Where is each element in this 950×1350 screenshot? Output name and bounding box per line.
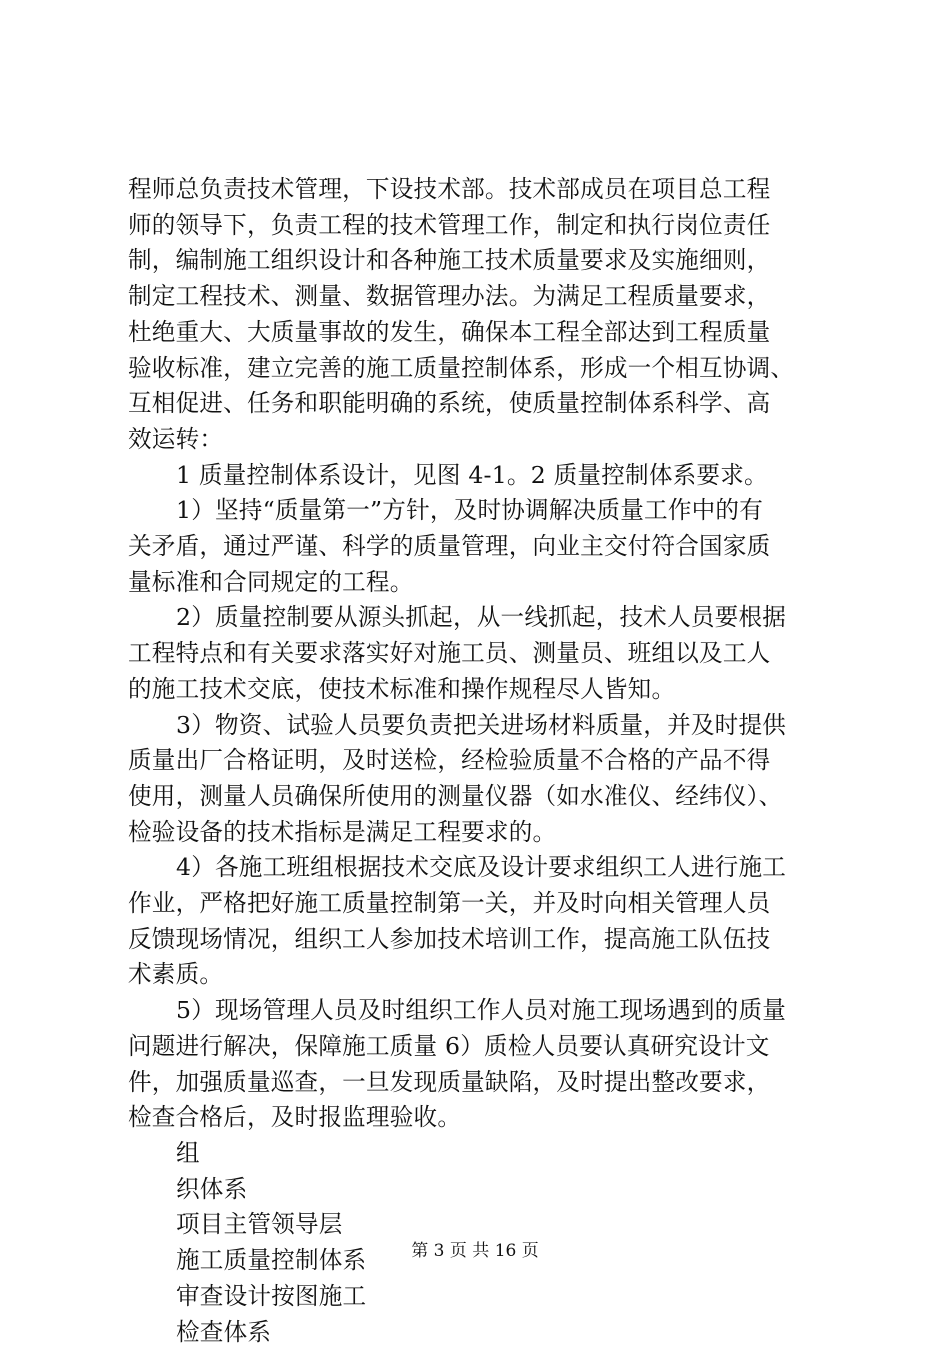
text-line: 互相促进、任务和职能明确的系统，使质量控制体系科学、高 xyxy=(128,386,842,422)
text-line: 关矛盾，通过严谨、科学的质量管理，向业主交付符合国家质 xyxy=(128,529,842,565)
text-line: 杜绝重大、大质量事故的发生，确保本工程全部达到工程质量 xyxy=(128,315,842,351)
text-line: 制定工程技术、测量、数据管理办法。为满足工程质量要求， xyxy=(128,279,842,315)
text-line: 件，加强质量巡查，一旦发现质量缺陷，及时提出整改要求， xyxy=(128,1065,842,1101)
text-line: 4）各施工班组根据技术交底及设计要求组织工人进行施工 xyxy=(128,850,842,886)
text-line: 师的领导下，负责工程的技术管理工作，制定和执行岗位责任 xyxy=(128,208,842,244)
text-line: 2）质量控制要从源头抓起，从一线抓起，技术人员要根据 xyxy=(128,600,842,636)
text-line: 效运转： xyxy=(128,422,842,458)
text-line: 术素质。 xyxy=(128,957,842,993)
text-line: 质量出厂合格证明，及时送检，经检验质量不合格的产品不得 xyxy=(128,743,842,779)
text-line: 问题进行解决，保障施工质量 6）质检人员要认真研究设计文 xyxy=(128,1029,842,1065)
text-line: 程师总负责技术管理，下设技术部。技术部成员在项目总工程 xyxy=(128,172,842,208)
text-line: 工程特点和有关要求落实好对施工员、测量员、班组以及工人 xyxy=(128,636,842,672)
text-line: 制，编制施工组织设计和各种施工技术质量要求及实施细则， xyxy=(128,243,842,279)
text-line: 5）现场管理人员及时组织工作人员对施工现场遇到的质量 xyxy=(128,993,842,1029)
text-line: 使用，测量人员确保所使用的测量仪器（如水准仪、经纬仪）、 xyxy=(128,779,842,815)
text-line: 1 质量控制体系设计，见图 4-1。2 质量控制体系要求。 xyxy=(128,458,842,494)
text-line: 反馈现场情况，组织工人参加技术培训工作，提高施工队伍技 xyxy=(128,922,842,958)
document-body xyxy=(128,172,842,1350)
text-line: 检查体系 xyxy=(128,1315,842,1350)
text-line: 验收标准，建立完善的施工质量控制体系，形成一个相互协调、 xyxy=(128,351,842,387)
text-line: 织体系 xyxy=(128,1172,842,1208)
page-footer: 第 3 页 共 16 页 xyxy=(0,1239,950,1263)
text-line: 作业，严格把好施工质量控制第一关，并及时向相关管理人员 xyxy=(128,886,842,922)
text-line: 项目主管领导层 xyxy=(128,1207,842,1243)
text-line: 组 xyxy=(128,1136,842,1172)
text-line: 审查设计按图施工 xyxy=(128,1279,842,1315)
text-line: 3）物资、试验人员要负责把关进场材料质量，并及时提供 xyxy=(128,708,842,744)
text-line: 施工质量控制体系 xyxy=(128,1243,842,1279)
text-line: 检查合格后，及时报监理验收。 xyxy=(128,1100,842,1136)
text-line: 1）坚持“质量第一”方针，及时协调解决质量工作中的有 xyxy=(128,493,842,529)
text-line: 检验设备的技术指标是满足工程要求的。 xyxy=(128,815,842,851)
text-line: 量标准和合同规定的工程。 xyxy=(128,565,842,601)
text-line: 的施工技术交底，使技术标准和操作规程尽人皆知。 xyxy=(128,672,842,708)
